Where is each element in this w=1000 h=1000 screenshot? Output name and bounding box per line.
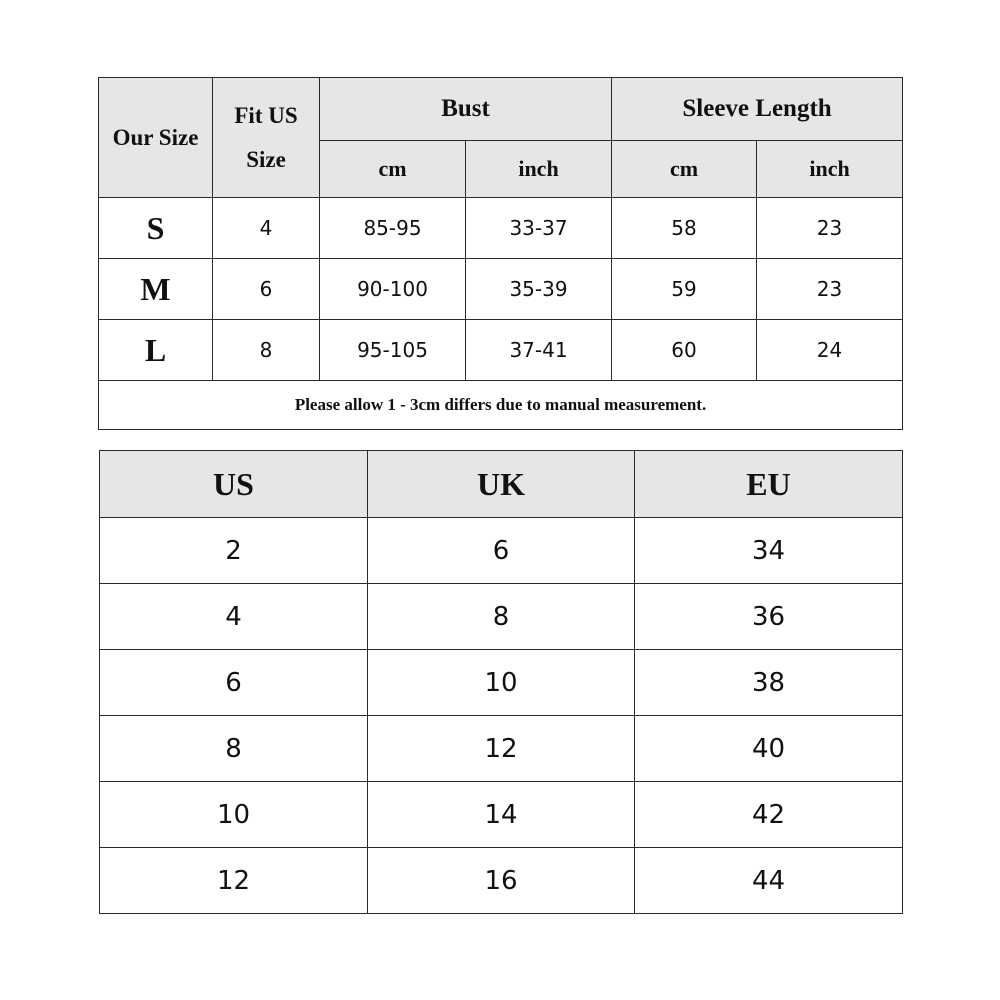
size-cell: S [99, 198, 213, 259]
table-row [99, 198, 903, 259]
sleeve-length-header: Sleeve Length [612, 78, 903, 141]
sleeve-cm-cell: 60 [612, 320, 757, 381]
uk-cell: 14 [368, 782, 635, 848]
table-row [100, 650, 903, 716]
size-chart-table [98, 77, 903, 430]
table-row [100, 584, 903, 650]
conversion-header-row [100, 451, 903, 518]
table-row [100, 716, 903, 782]
table-row [100, 848, 903, 914]
fit-us-cell: 6 [213, 259, 320, 320]
sleeve-cm-cell: 59 [612, 259, 757, 320]
bust-cm-cell: 90-100 [320, 259, 466, 320]
uk-cell: 12 [368, 716, 635, 782]
eu-header: EU [635, 451, 903, 518]
us-cell: 2 [100, 518, 368, 584]
eu-cell: 36 [635, 584, 903, 650]
sleeve-inch-cell: 23 [757, 259, 903, 320]
us-header: US [100, 451, 368, 518]
fit-us-cell: 8 [213, 320, 320, 381]
sleeve-cm-cell: 58 [612, 198, 757, 259]
us-cell: 8 [100, 716, 368, 782]
note-row [99, 381, 903, 430]
bust-cm-header: cm [320, 141, 466, 198]
sleeve-inch-header: inch [757, 141, 903, 198]
bust-header: Bust [320, 78, 612, 141]
fit-us-cell: 4 [213, 198, 320, 259]
uk-cell: 8 [368, 584, 635, 650]
size-conversion-table [99, 450, 903, 914]
our-size-header: Our Size [99, 78, 213, 198]
bust-cm-cell: 85-95 [320, 198, 466, 259]
sleeve-inch-cell: 24 [757, 320, 903, 381]
bust-inch-cell: 37-41 [466, 320, 612, 381]
measurement-note: Please allow 1 - 3cm differs due to manual measurement. [99, 381, 903, 430]
table-row [99, 320, 903, 381]
size-cell: M [99, 259, 213, 320]
eu-cell: 42 [635, 782, 903, 848]
size-cell: L [99, 320, 213, 381]
eu-cell: 38 [635, 650, 903, 716]
sleeve-inch-cell: 23 [757, 198, 903, 259]
fit-us-size-header-line2: Size [246, 146, 286, 172]
bust-cm-cell: 95-105 [320, 320, 466, 381]
size-chart-header-row [99, 78, 903, 141]
uk-header: UK [368, 451, 635, 518]
uk-cell: 10 [368, 650, 635, 716]
fit-us-size-header [213, 78, 320, 198]
bust-inch-cell: 35-39 [466, 259, 612, 320]
uk-cell: 6 [368, 518, 635, 584]
table-row [100, 518, 903, 584]
bust-inch-cell: 33-37 [466, 198, 612, 259]
eu-cell: 44 [635, 848, 903, 914]
bust-inch-header: inch [466, 141, 612, 198]
table-row [100, 782, 903, 848]
us-cell: 6 [100, 650, 368, 716]
eu-cell: 34 [635, 518, 903, 584]
fit-us-size-header-line1: Fit US [234, 102, 298, 128]
us-cell: 10 [100, 782, 368, 848]
sleeve-cm-header: cm [612, 141, 757, 198]
table-row [99, 259, 903, 320]
us-cell: 4 [100, 584, 368, 650]
us-cell: 12 [100, 848, 368, 914]
uk-cell: 16 [368, 848, 635, 914]
eu-cell: 40 [635, 716, 903, 782]
